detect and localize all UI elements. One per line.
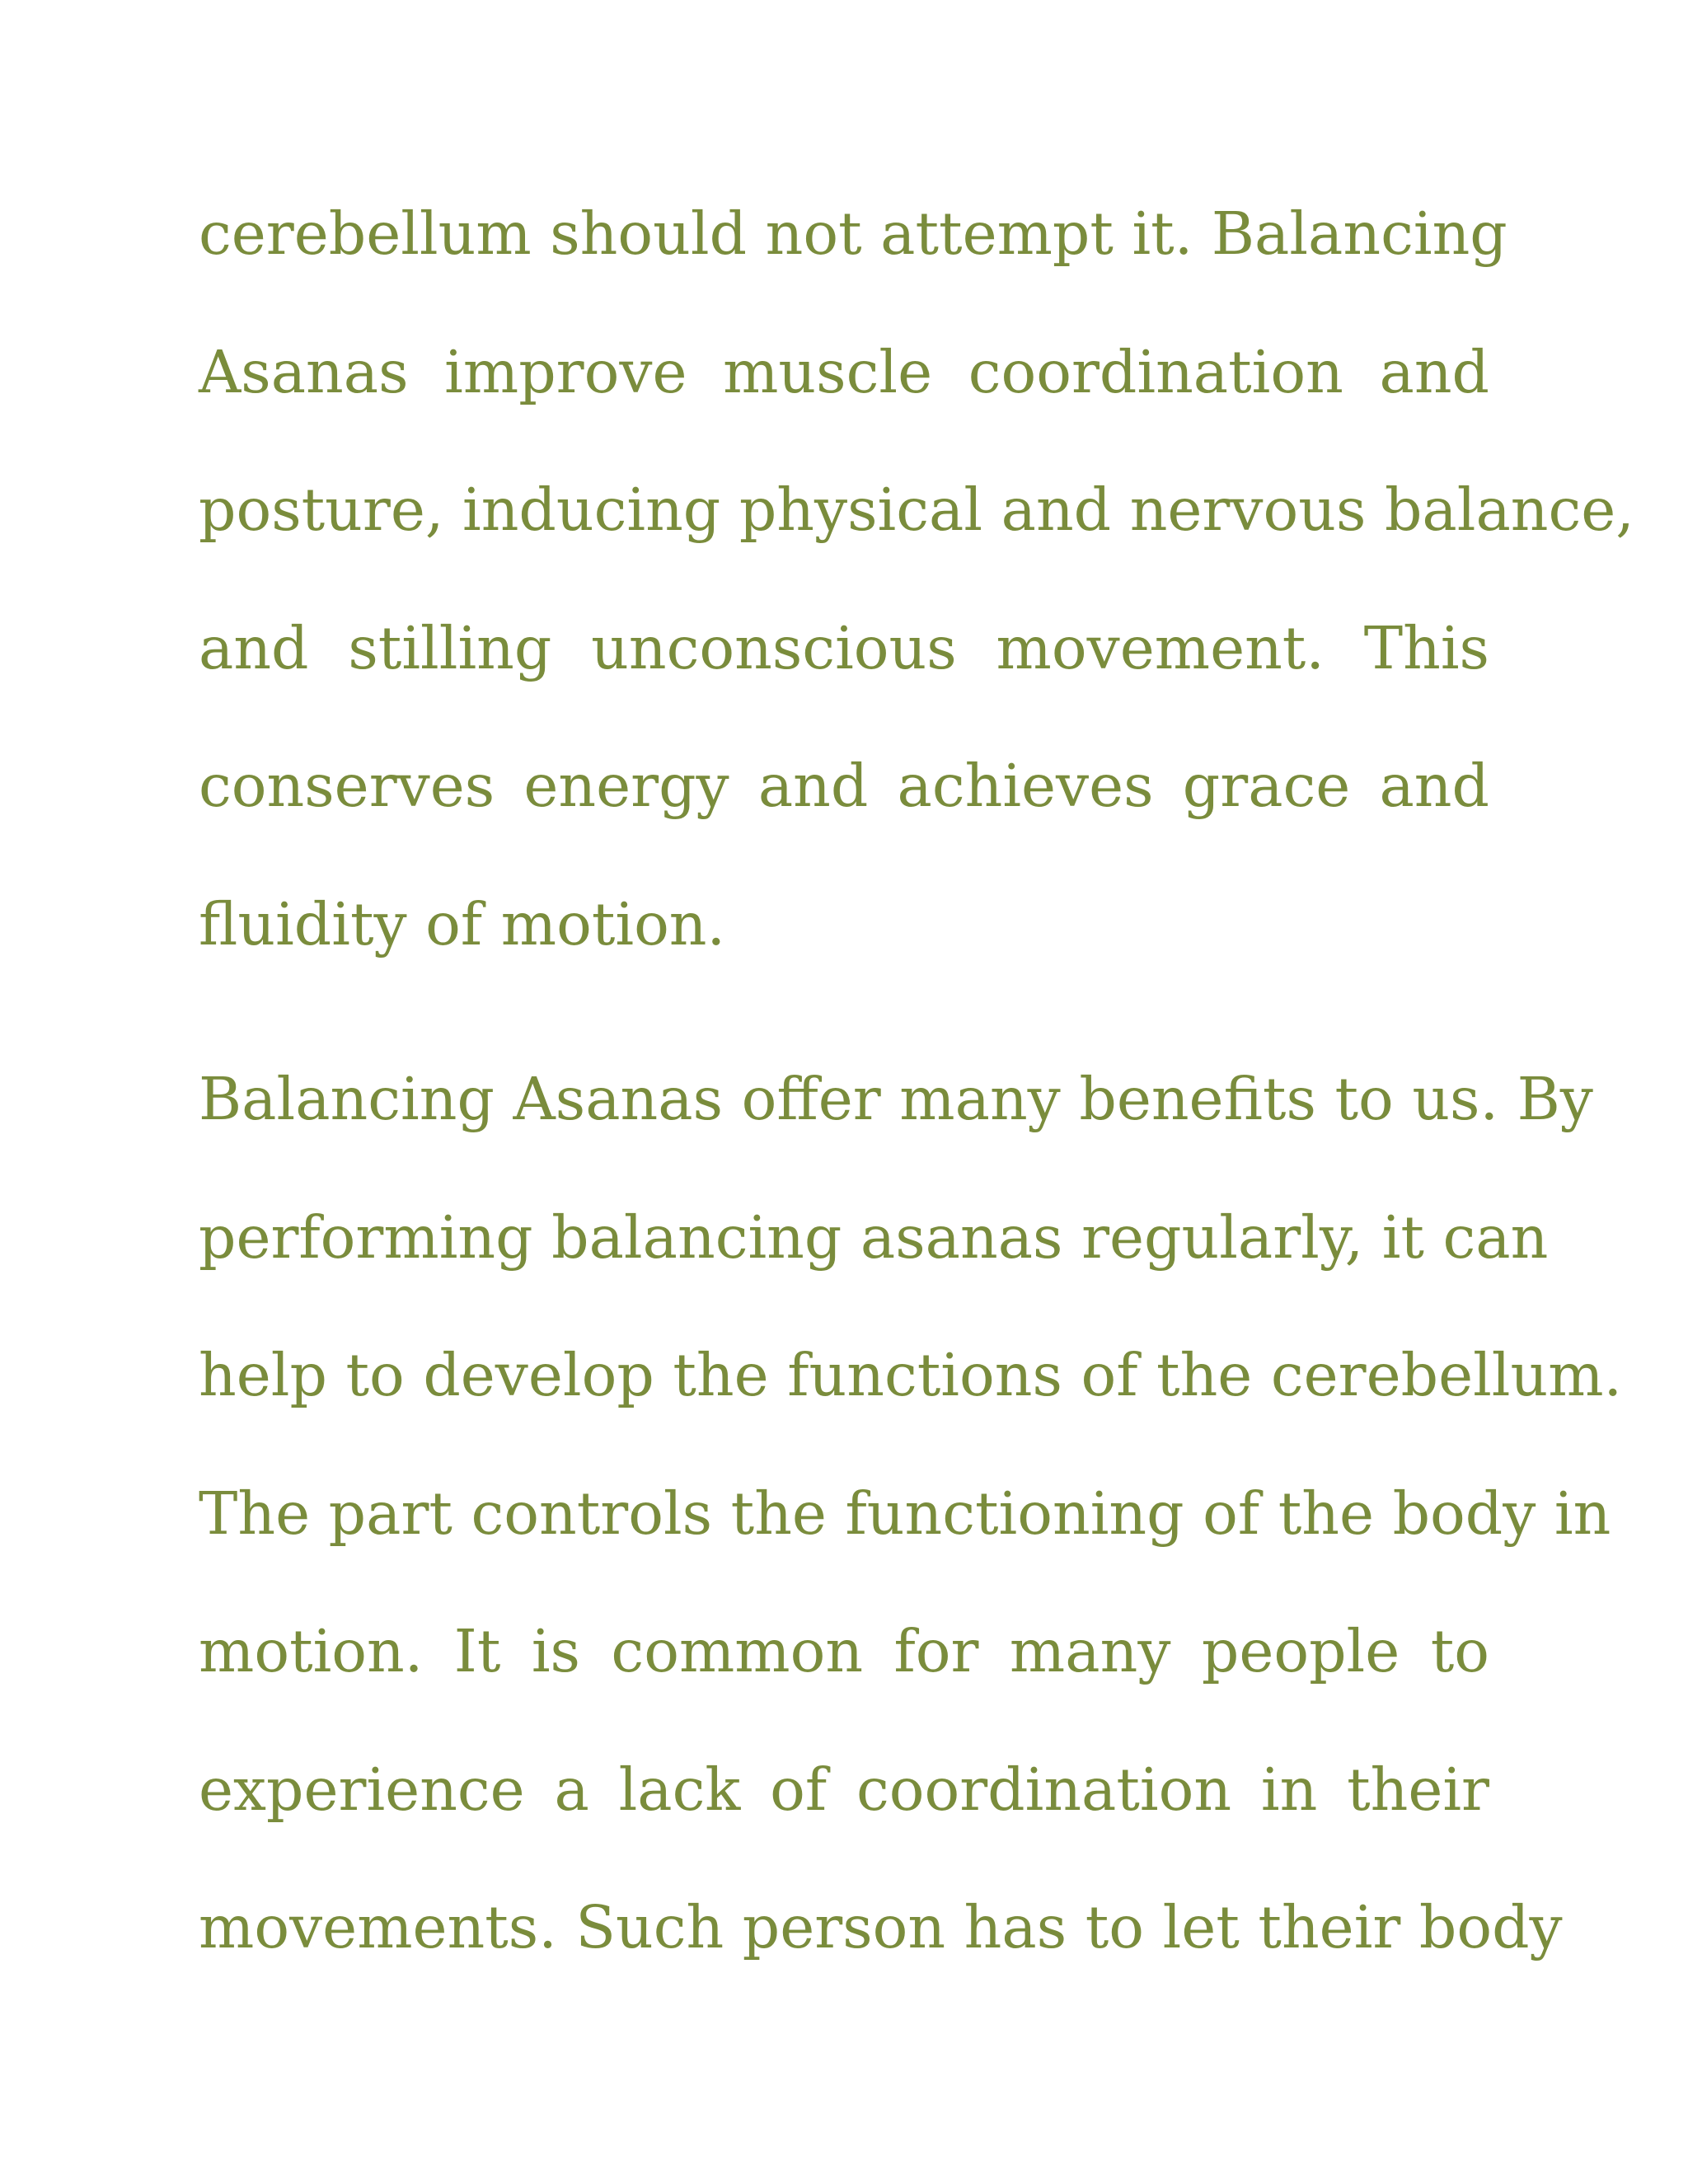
paragraph-line: conserves energy and achieves grace and: [199, 752, 1489, 820]
paragraph-line: motion. It is common for many people to: [199, 1617, 1489, 1685]
paragraph-line: movements. Such person has to let their body: [199, 1893, 1563, 1961]
paragraph-line: Asanas improve muscle coordination and: [199, 337, 1489, 406]
paragraph-line: cerebellum should not attempt it. Balancing: [199, 199, 1507, 268]
paragraph-line: The part controls the functioning of the body in: [199, 1479, 1611, 1548]
paragraph-2: [199, 1030, 1623, 1997]
paragraph-line: help to develop the functions of the cerebellum.: [199, 1341, 1623, 1409]
paragraph-line: and stilling unconscious movement. This: [199, 613, 1489, 682]
paragraph-line: fluidity of motion.: [199, 889, 726, 958]
paragraph-1: [199, 165, 1634, 993]
paragraph-line: performing balancing asanas regularly, it can: [199, 1202, 1549, 1272]
paragraph-line: posture, inducing physical and nervous balance,: [199, 476, 1634, 544]
paragraph-line: experience a lack of coordination in their: [199, 1755, 1489, 1824]
paragraph-line: Balancing Asanas offer many benefits to us. By: [199, 1065, 1593, 1133]
